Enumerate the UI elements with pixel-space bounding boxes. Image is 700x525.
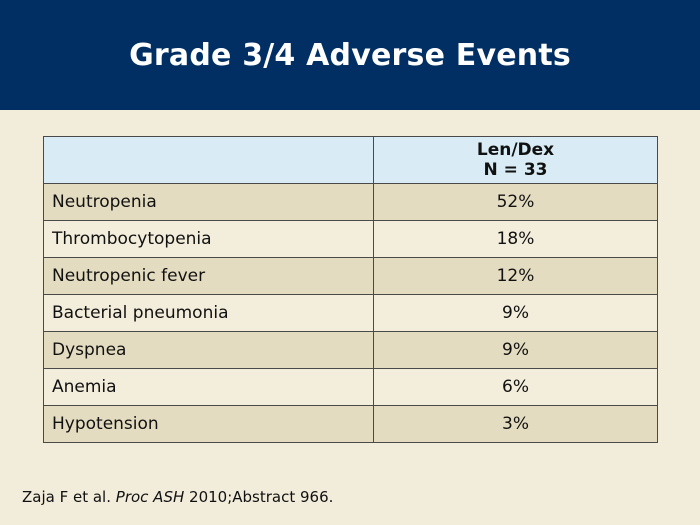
column-header-len-dex: [374, 137, 658, 184]
table-row: [44, 221, 658, 258]
citation-authors: Zaja F et al.: [22, 488, 111, 506]
table-row: [44, 184, 658, 221]
event-value: 9%: [374, 295, 658, 332]
table-row: [44, 332, 658, 369]
citation-journal: Proc ASH: [115, 488, 185, 506]
adverse-events-table: [43, 136, 658, 443]
citation-details: 2010;Abstract 966.: [189, 488, 334, 506]
table-row: [44, 295, 658, 332]
event-value: 52%: [374, 184, 658, 221]
event-name: Hypotension: [44, 406, 374, 443]
table-row: [44, 406, 658, 443]
table-header-row: [44, 137, 658, 184]
table-row: [44, 369, 658, 406]
column-header-line1: Len/Dex: [476, 140, 555, 160]
event-name: Neutropenia: [44, 184, 374, 221]
event-name: Dyspnea: [44, 332, 374, 369]
title-banner: [0, 0, 700, 110]
event-name: Neutropenic fever: [44, 258, 374, 295]
event-name: Anemia: [44, 369, 374, 406]
event-value: 12%: [374, 258, 658, 295]
event-value: 18%: [374, 221, 658, 258]
column-header-line2: N = 33: [483, 160, 548, 180]
event-value: 9%: [374, 332, 658, 369]
header-blank-cell: [44, 137, 374, 184]
event-value: 3%: [374, 406, 658, 443]
event-value: 6%: [374, 369, 658, 406]
table-row: [44, 258, 658, 295]
event-name: Bacterial pneumonia: [44, 295, 374, 332]
citation: [22, 488, 333, 506]
event-name: Thrombocytopenia: [44, 221, 374, 258]
slide-title: Grade 3/4 Adverse Events: [129, 37, 571, 73]
